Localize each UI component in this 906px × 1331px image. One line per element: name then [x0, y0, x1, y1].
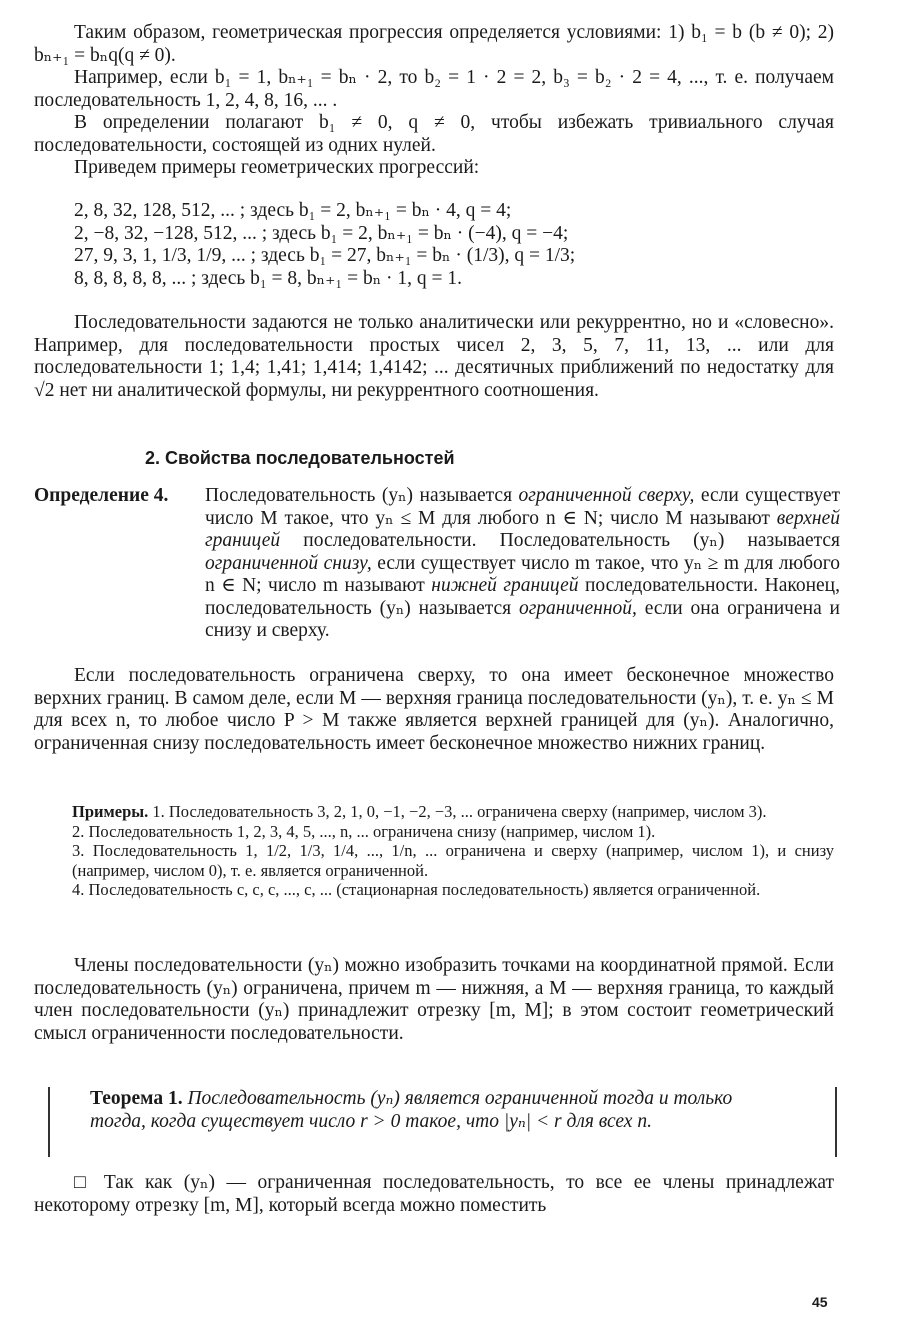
- verbal-definition-block: [34, 312, 834, 402]
- nonzero-condition-paragraph: В определении полагают b₁ ≠ 0, q ≠ 0, чтобы избежать тривиального случая последовательности, состоящей из одних нулей.: [34, 112, 834, 156]
- term-upper-bound: верхней границей: [205, 507, 840, 551]
- theorem-body: [90, 1087, 790, 1133]
- theorem-statement: Последовательность (yₙ) является ограниченной тогда и только тогда, когда существует число r > 0 такое, что |yₙ| < r для всех n.: [90, 1088, 733, 1132]
- definition-text: последовательности. Последовательность (yₙ) называется: [280, 530, 840, 551]
- definition-label: Определение 4.: [34, 485, 169, 506]
- examples-label: Примеры.: [72, 802, 149, 821]
- example-item: 2. Последовательность 1, 2, 3, 4, 5, ..., n, ... ограничена снизу (например, числом 1).: [72, 821, 656, 841]
- progression-example-line: 2, −8, 32, −128, 512, ... ; здесь b₁ = 2, bₙ₊₁ = bₙ · (−4), q = −4;: [74, 222, 569, 244]
- intro-block: [34, 22, 834, 180]
- definition-text: если она ограничена и снизу и сверху.: [205, 597, 840, 641]
- definition-text: Последовательность (yₙ) называется: [205, 485, 519, 506]
- progression-example-paragraph: Например, если b₁ = 1, bₙ₊₁ = bₙ · 2, то b₂ = 1 · 2 = 2, b₃ = b₂ · 2 = 4, ..., т. е. получаем последовательность 1, 2, 4, 8, 16, ... .: [34, 67, 834, 111]
- verbal-definition-paragraph: Последовательности задаются не только аналитически или рекуррентно, но и «словесно». Например, для последовательности простых чисел 2, 3, 5, 7, 11, 13, ... или для последовательности 1; 1,4; 1,41; 1,414; 1,4142; ... десятичных приближений по недостатку для √2 нет ни аналитической формулы, ни рекуррентного соотношения.: [34, 312, 834, 401]
- example-text: 1. Последовательность 3, 2, 1, 0, −1, −2, −3, ... ограничена сверху (например, числом 3).: [152, 802, 767, 821]
- examples-intro-paragraph: Приведем примеры геометрических прогрессий:: [74, 157, 480, 178]
- proof-start-paragraph: □ Так как (yₙ) — ограниченная последовательность, то все ее члены принадлежат некоторому отрезку [m, M], который всегда можно поместить: [34, 1172, 834, 1216]
- geometric-block: [34, 955, 834, 1045]
- definition-text: последовательности. Наконец, последовательность (yₙ) называется: [205, 575, 840, 619]
- term-bounded-below: ограниченной снизу,: [205, 552, 372, 574]
- theorem-label: Теорема 1.: [90, 1088, 183, 1109]
- progression-example-line: 27, 9, 3, 1, 1/3, 1/9, ... ; здесь b₁ = 27, bₙ₊₁ = bₙ · (1/3), q = 1/3;: [74, 245, 576, 266]
- example-item: [72, 802, 834, 822]
- definition-body: [205, 485, 840, 643]
- progression-examples-list: [74, 200, 834, 290]
- bounded-block: [34, 665, 834, 755]
- definition-text: если существует число M такое, что yₙ ≤ M для любого n ∈ N; число M называют: [205, 485, 840, 529]
- infinite-bounds-paragraph: Если последовательность ограничена сверху, то она имеет бесконечное множество верхних границ. В самом деле, если M — верхняя граница последовательности (yₙ), т. е. yₙ ≤ M для всех n, то любое число P > M также является верхней границей для (yₙ). Аналогично, ограниченная снизу последовательность имеет бесконечное множество нижних границ.: [34, 665, 834, 754]
- page-number: 45: [812, 1294, 828, 1310]
- term-bounded-above: ограниченной сверху,: [518, 485, 695, 506]
- theorem-box: [48, 1087, 837, 1157]
- geometric-meaning-paragraph: Члены последовательности (yₙ) можно изобразить точками на координатной прямой. Если последовательность (yₙ) ограничена, причем m — нижняя, а M — верхняя граница, то каждый член последовательности (yₙ) принадлежит отрезку [m, M]; в этом состоит геометрический смысл ограниченности последовательности.: [34, 955, 834, 1044]
- definition-text: если существует число m такое, что yₙ ≥ m для любого n ∈ N; число m называют: [205, 552, 840, 596]
- progression-example-line: 2, 8, 32, 128, 512, ... ; здесь b₁ = 2, bₙ₊₁ = bₙ · 4, q = 4;: [74, 200, 512, 221]
- progression-example-line: 8, 8, 8, 8, 8, ... ; здесь b₁ = 8, bₙ₊₁ = bₙ · 1, q = 1.: [74, 267, 463, 289]
- term-bounded: ограниченной,: [518, 597, 637, 619]
- example-item: 3. Последовательность 1, 1/2, 1/3, 1/4, ..., 1/n, ... ограничена и сверху (например, числом 1), и снизу (например, числом 0), т. е. является ограниченной.: [72, 841, 834, 880]
- progression-definition-paragraph: Таким образом, геометрическая прогрессия определяется условиями: 1) b₁ = b (b ≠ 0); 2) bₙ₊₁ = bₙq(q ≠ 0).: [34, 22, 834, 66]
- proof-block: [34, 1172, 834, 1217]
- section-heading: 2. Свойства последовательностей: [145, 448, 455, 468]
- examples-block: [72, 802, 834, 900]
- example-item: 4. Последовательность c, c, c, ..., c, ... (стационарная последовательность) является ограниченной.: [72, 880, 761, 899]
- term-lower-bound: нижней границей: [431, 575, 579, 596]
